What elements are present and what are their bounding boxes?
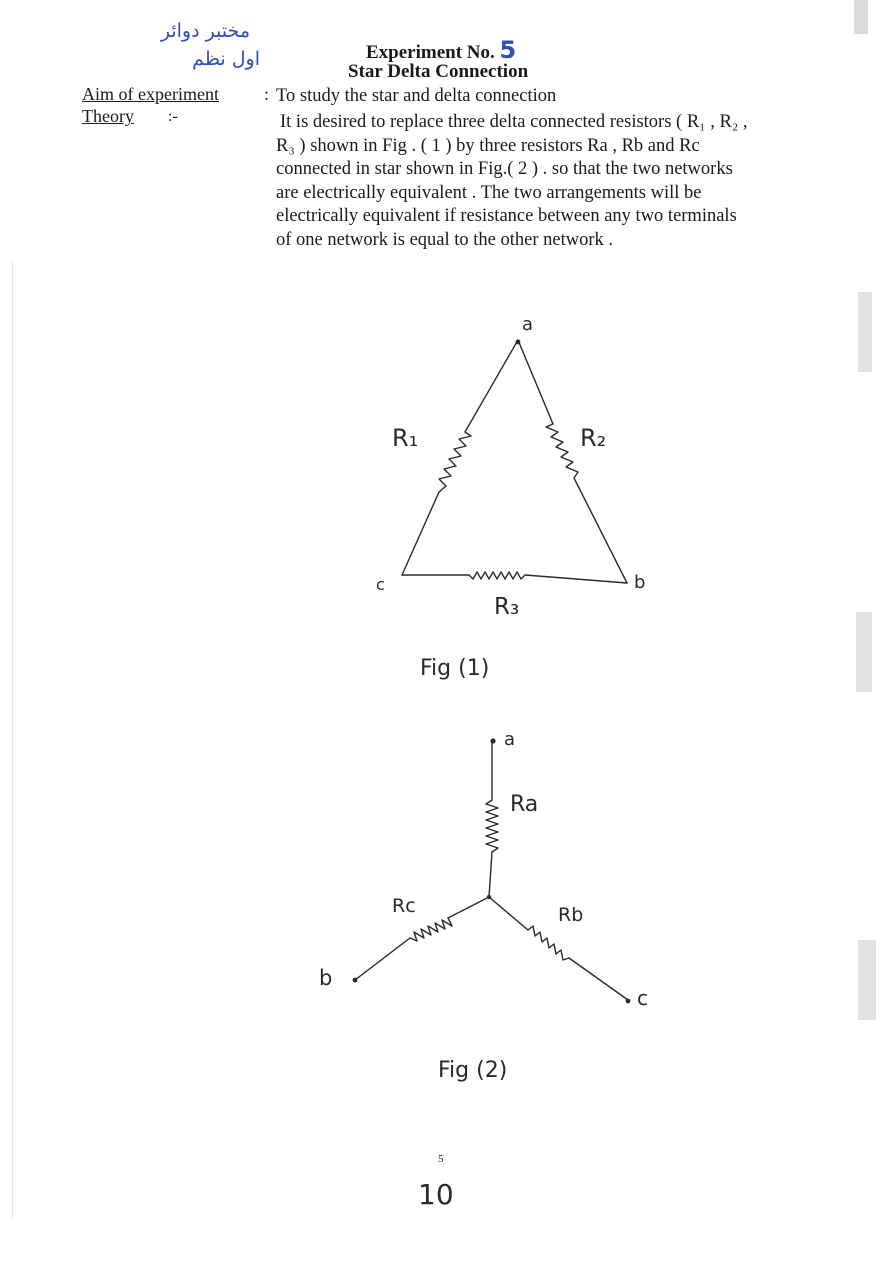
delta-wire-a-c-lower: [402, 492, 439, 575]
delta-wire-a-b-lower: [574, 478, 627, 583]
delta-wire-a-b: [518, 340, 553, 424]
margin-note-line1: مختبر دوائر: [160, 20, 250, 42]
fig2-ra-label: Ra: [510, 792, 539, 817]
theory-line: R₃ ) shown in Fig . ( 1 ) by three resistors Ra , Rb and Rc: [276, 135, 700, 156]
star-wire-c-lower: [569, 958, 628, 1000]
fig2-rc-label: Rc: [392, 895, 416, 917]
theory-line: electrically equivalent if resistance between any two terminals: [276, 206, 737, 226]
fig1-r1-label: R₁: [392, 424, 419, 452]
star-network: [355, 742, 628, 1000]
fig2-node-b: b: [319, 966, 333, 990]
star-wire-center: [489, 852, 492, 897]
fig1-node-a: a: [522, 314, 534, 335]
fig2-rb-label: Rb: [558, 904, 584, 926]
fig2-caption: Fig (2): [438, 1058, 508, 1083]
resistor-rc-zigzag: [410, 918, 452, 941]
node-star-a-dot: [490, 738, 495, 743]
delta-wire-a-c: [465, 340, 518, 432]
delta-wire-c-b-right: [525, 575, 627, 583]
fig2-node-c: c: [637, 986, 648, 1010]
fig1-node-c: c: [376, 575, 385, 594]
scan-edge-mark: [858, 292, 872, 372]
node-star-center-dot: [487, 895, 491, 899]
theory-label: Theory: [82, 106, 134, 126]
theory-line: of one network is equal to the other network .: [276, 229, 614, 250]
resistor-rb-zigzag: [528, 926, 569, 960]
aim-separator: :: [264, 84, 270, 104]
handwritten-page-number: 10: [418, 1178, 454, 1211]
node-star-c-dot: [626, 999, 631, 1004]
aim-label: Aim of experiment: [82, 84, 219, 104]
printed-page-number: 5: [438, 1153, 444, 1165]
fig1-r3-label: R₃: [494, 594, 520, 620]
star-wire-c: [489, 897, 528, 930]
experiment-label: Experiment No.: [366, 42, 495, 63]
scan-edge-mark: [856, 612, 872, 692]
scan-edge-mark: [858, 940, 876, 1020]
resistor-r1-zigzag: [439, 432, 471, 492]
aim-text: To study the star and delta connection: [276, 86, 557, 106]
fig1-caption: Fig (1): [420, 656, 490, 681]
theory-line: It is desired to replace three delta connected resistors ( R₁ , R₂ ,: [280, 112, 748, 132]
margin-note-line2: اول نظم: [192, 48, 260, 70]
node-a-dot: [516, 340, 521, 345]
resistor-r3-zigzag: [469, 572, 525, 579]
star-wire-b: [448, 897, 489, 918]
experiment-number: 5: [499, 36, 517, 64]
page-title: Star Delta Connection: [348, 61, 529, 82]
fig2-node-a: a: [504, 729, 516, 750]
fig1-node-b: b: [634, 572, 646, 593]
theory-line: are electrically equivalent . The two arrangements will be: [276, 182, 702, 203]
resistor-ra-zigzag: [486, 800, 498, 852]
scan-edge-mark: [854, 0, 868, 34]
theory-separator: :-: [168, 108, 178, 125]
delta-network: [402, 340, 627, 583]
resistor-r2-zigzag: [546, 424, 578, 478]
scan-edge-line: [12, 260, 13, 1220]
star-wire-b-lower: [355, 938, 410, 980]
node-star-b-dot: [353, 978, 358, 983]
fig1-r2-label: R₂: [580, 424, 607, 452]
theory-line: connected in star shown in Fig.( 2 ) . so that the two networks: [276, 159, 733, 179]
